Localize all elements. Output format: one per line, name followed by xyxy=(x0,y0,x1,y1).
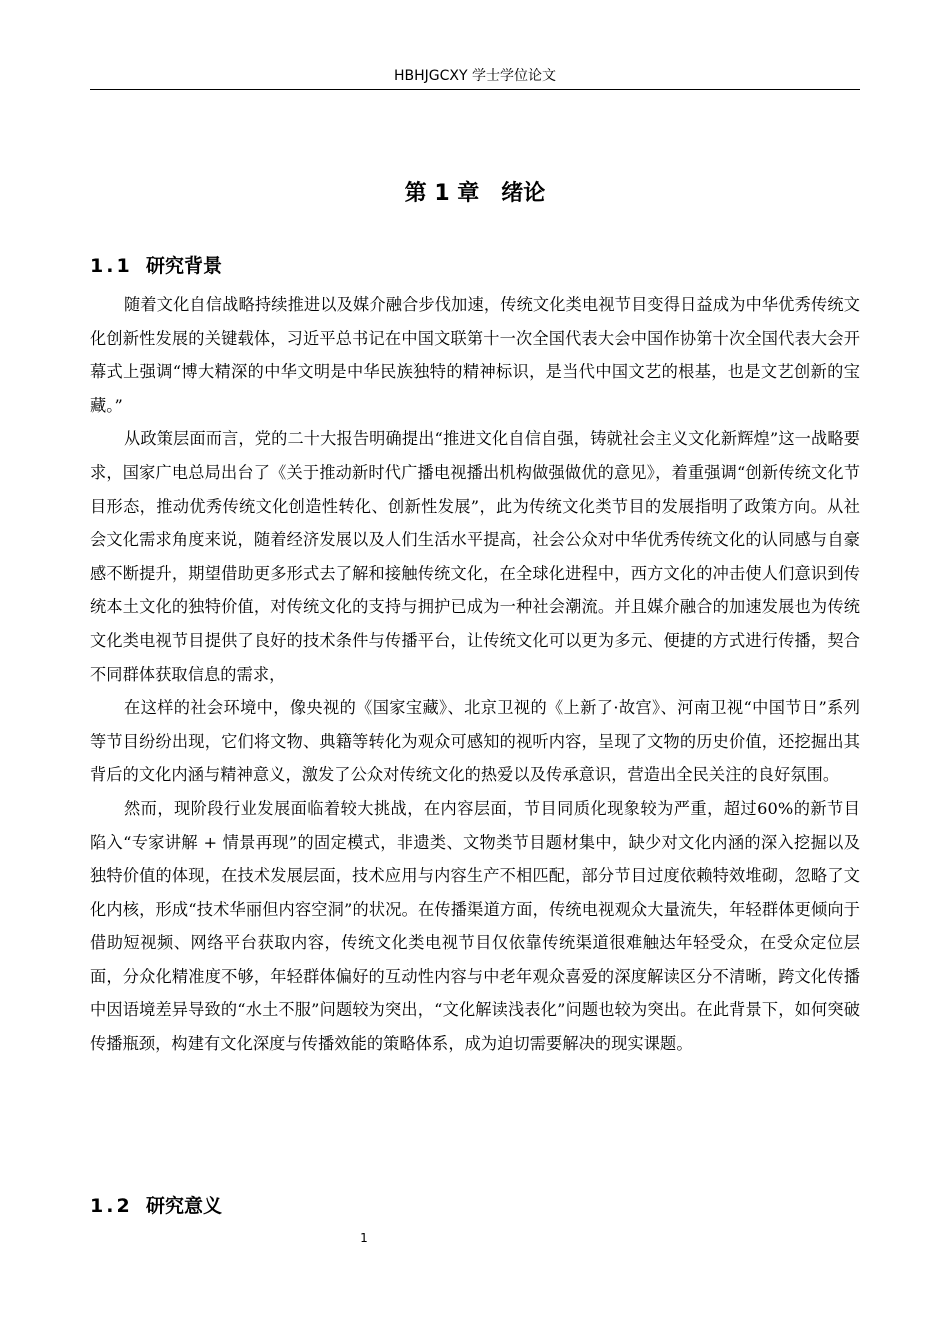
section-heading-1-1 xyxy=(90,251,222,281)
section-number: 1.2 xyxy=(90,1195,133,1217)
paragraph: 从政策层面而言，党的二十大报告明确提出“推进文化自信自强，铸就社会主义文化新辉煌”这一战略要求，国家广电总局出台了《关于推动新时代广播电视播出机构做强做优的意见》，着重强调“创新传统文化节目形态，推动优秀传统文化创造性转化、创新性发展”，此为传统文化类节目的发展指明了政策方向。从社会文化需求角度来说，随着经济发展以及人们生活水平提高，社会公众对中华优秀传统文化的认同感与自豪感不断提升，期望借助更多形式去了解和接触传统文化，在全球化进程中，西方文化的冲击使人们意识到传统本土文化的独特价值，对传统文化的支持与拥护已成为一种社会潮流。并且媒介融合的加速发展也为传统文化类电视节目提供了良好的技术条件与传播平台，让传统文化可以更为多元、便捷的方式进行传播，契合不同群体获取信息的需求， xyxy=(90,429,860,684)
paragraph: 在这样的社会环境中，像央视的《国家宝藏》、北京卫视的《上新了·故宫》、河南卫视“中国节日”系列等节目纷纷出现，它们将文物、典籍等转化为观众可感知的视听内容，呈现了文物的历史价值，还挖掘出其背后的文化内涵与精神意义，激发了公众对传统文化的热爱以及传承意识，营造出全民关注的良好氛围。 xyxy=(90,698,860,785)
page-number: 1 xyxy=(360,1231,368,1245)
running-header: HBHJGCXY 学士学位论文 xyxy=(393,68,556,84)
section-number: 1.1 xyxy=(90,255,133,277)
paragraph: 然而，现阶段行业发展面临着较大挑战，在内容层面，节目同质化现象较为严重，超过60%的新节目陷入“专家讲解 + 情景再现”的固定模式，非遗类、文物类节目题材集中，缺少对文化内涵的深入挖掘以及独特价值的体现，在技术发展层面，技术应用与内容生产不相匹配，部分节目过度依赖特效堆砌，忽略了文化内核，形成“技术华丽但内容空洞”的状况。在传播渠道方面，传统电视观众大量流失，年轻群体更倾向于借助短视频、网络平台获取内容，传统文化类电视节目仅依靠传统渠道很难触达年轻受众，在受众定位层面，分众化精准度不够，年轻群体偏好的互动性内容与中老年观众喜爱的深度解读区分不清晰，跨文化传播中因语境差异导致的“水土不服”问题较为突出，“文化解读浅表化”问题也较为突出。在此背景下，如何突破传播瓶颈，构建有文化深度与传播效能的策略体系，成为迫切需要解决的现实课题。 xyxy=(90,798,860,1054)
chapter-title: 第 1 章 绪论 xyxy=(404,181,546,206)
section-title: 研究背景 xyxy=(146,255,223,277)
paragraph: 随着文化自信战略持续推进以及媒介融合步伐加速，传统文化类电视节目变得日益成为中华优秀传统文化创新性发展的关键载体，习近平总书记在中国文联第十一次全国代表大会中国作协第十次全国代表大会开幕式上强调“博大精深的中华文明是中华民族独特的精神标识，是当代中国文艺的根基，也是文艺创新的宝藏。” xyxy=(90,295,860,415)
section-heading-1-2 xyxy=(90,1191,222,1221)
section-body xyxy=(90,288,860,1061)
header-divider xyxy=(90,89,860,90)
section-title: 研究意义 xyxy=(146,1195,223,1217)
